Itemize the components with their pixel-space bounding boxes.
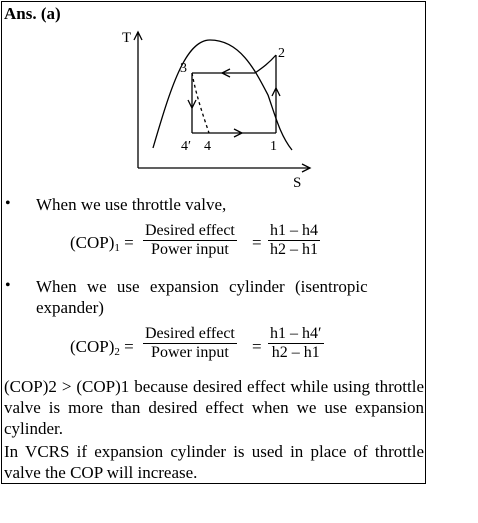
conclusion-paragraph: In VCRS if expansion cylinder is used in place of throttle valve the COP will increase.: [4, 442, 424, 482]
point-label-4: 4: [204, 139, 211, 154]
point-label-4-prime: 4′: [181, 139, 192, 154]
bullet-2-line-2: expander): [36, 298, 104, 317]
bullet-1: •: [5, 195, 11, 212]
bullet-1-text: When we use throttle valve,: [36, 195, 227, 214]
cop1-numerator: h1 – h4: [270, 222, 318, 239]
desuperheat-line: [255, 55, 276, 73]
answer-heading: Ans. (a): [4, 4, 61, 23]
cop1-lhs: $(COP)_1$ =: [70, 233, 134, 254]
point-label-2: 2: [278, 46, 285, 61]
cop2-denominator: h2 – h1: [268, 343, 324, 362]
cop1-power-input: Power input: [143, 240, 237, 259]
cop1-equals: =: [252, 233, 262, 252]
cop2-lhs: $(COP)_2$ =: [70, 337, 134, 358]
cop1-fraction-enthalpy: [268, 222, 320, 259]
cop1-desired-effect: Desired effect: [145, 222, 235, 239]
t-axis-label: T: [122, 30, 132, 46]
cop1-denominator: h2 – h1: [270, 241, 318, 258]
bullet-2: •: [5, 277, 11, 294]
s-axis-label: S: [293, 175, 302, 191]
cop2-numerator: h1 – h4′: [270, 325, 322, 342]
ts-diagram: [110, 20, 320, 192]
cop2-fraction-enthalpy: [268, 325, 324, 362]
point-label-3: 3: [180, 61, 187, 76]
cop2-power-input: Power input: [143, 343, 237, 362]
bullet-2-line-1: When we use expansion cylinder (isentropic: [36, 277, 368, 296]
comparison-paragraph: (COP)2 > (COP)1 because desired effect while using throttle valve is more than desired effect when we use expansion cylinder.: [4, 377, 424, 438]
cop2-desired-effect: Desired effect: [145, 325, 235, 342]
cop2-fraction-words: [143, 325, 237, 362]
cop2-equals: =: [252, 337, 262, 356]
point-label-1: 1: [270, 139, 277, 154]
cop1-fraction-words: [143, 222, 237, 259]
